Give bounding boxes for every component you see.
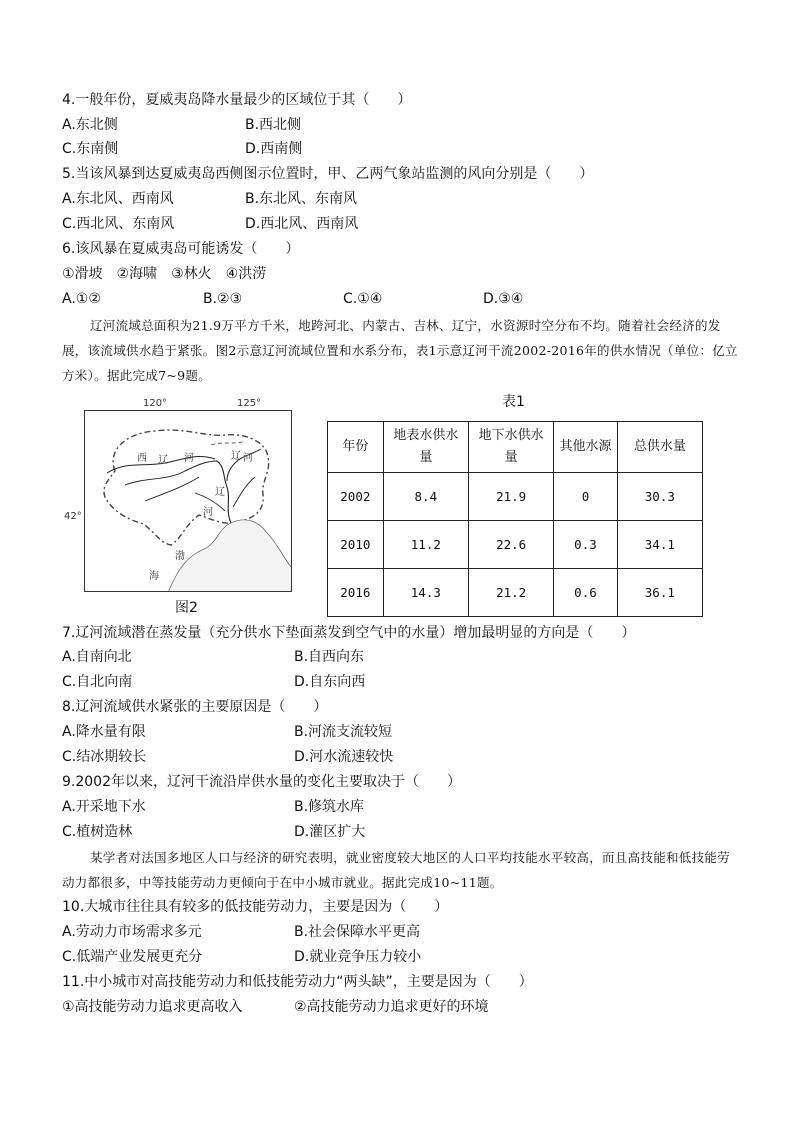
q6-stem: 6.该风暴在夏威夷岛可能诱发（ ） — [62, 241, 300, 257]
q11-stem: 11.中小城市对高技能劳动力和低技能劳动力“两头缺”，主要是因为（ ） — [62, 974, 533, 990]
map-label-liao-1: 辽 — [158, 455, 168, 466]
table-cell: 2002 — [328, 473, 384, 521]
q4-option-c[interactable]: C.东南侧 — [62, 141, 119, 157]
q6-option-b[interactable]: B.②③ — [203, 291, 243, 307]
q5-option-d[interactable]: D.西北风、西南风 — [245, 216, 359, 232]
q6-option-a[interactable]: A.①② — [62, 291, 101, 307]
table-header: 其他水源 — [554, 422, 617, 473]
q7-stem: 7.辽河流域潜在蒸发量（充分供水下垫面蒸发到空气中的水量）增加最明显的方向是（ ） — [62, 625, 636, 641]
q7-option-b[interactable]: B.自西向东 — [294, 649, 365, 665]
map-lon-125: 125° — [237, 398, 262, 409]
table-cell: 21.9 — [468, 473, 553, 521]
table-row — [328, 521, 703, 569]
q9-option-d[interactable]: D.灌区扩大 — [294, 824, 366, 840]
q6-option-c[interactable]: C.①④ — [343, 291, 383, 307]
figure-caption: 图2 — [175, 600, 198, 616]
map-label-bo: 渤 — [175, 551, 185, 562]
table-cell: 0.6 — [554, 569, 617, 617]
table-cell: 0.3 — [554, 521, 617, 569]
q11-choice-2: ②高技能劳动力追求更好的环境 — [294, 999, 489, 1015]
q4-option-a[interactable]: A.东北侧 — [62, 117, 118, 133]
liao-river-map — [84, 410, 292, 592]
q5-option-b[interactable]: B.东北风、东南风 — [245, 191, 358, 207]
table-header-row — [328, 422, 703, 473]
q8-option-c[interactable]: C.结冰期较长 — [62, 749, 147, 765]
q10-option-a[interactable]: A.劳动力市场需求多元 — [62, 924, 202, 940]
q4-stem: 4.一般年份，夏威夷岛降水量最少的区域位于其（ ） — [62, 92, 412, 108]
q10-stem: 10.大城市往往具有较多的低技能劳动力，主要是因为（ ） — [62, 899, 449, 915]
q8-option-b[interactable]: B.河流支流较短 — [294, 724, 393, 740]
table-header: 年份 — [328, 422, 384, 473]
q9-stem: 9.2002年以来，辽河干流沿岸供水量的变化主要取决于（ ） — [62, 774, 461, 790]
q7-option-a[interactable]: A.自南向北 — [62, 649, 132, 665]
liao-river-map-drawing — [85, 411, 291, 591]
q9-option-b[interactable]: B.修筑水库 — [294, 799, 365, 815]
q4-option-d[interactable]: D.西南侧 — [245, 141, 303, 157]
q10-option-d[interactable]: D.就业竞争压力较小 — [294, 949, 422, 965]
q7-option-c[interactable]: C.自北向南 — [62, 674, 133, 690]
table-cell: 30.3 — [617, 473, 702, 521]
table-cell: 22.6 — [468, 521, 553, 569]
table-cell: 21.2 — [468, 569, 553, 617]
map-label-he-2: 河 — [203, 507, 213, 518]
q8-option-d[interactable]: D.河水流速较快 — [294, 749, 394, 765]
map-label-xi: 西 — [137, 453, 147, 464]
table-cell: 36.1 — [617, 569, 702, 617]
map-label-liao-east: 辽 — [231, 451, 241, 462]
q6-choices: ①滑坡 ②海啸 ③林火 ④洪涝 — [62, 266, 267, 282]
table-header: 总供水量 — [617, 422, 702, 473]
q6-option-d[interactable]: D.③④ — [483, 291, 524, 307]
q7-option-d[interactable]: D.自东向西 — [294, 674, 366, 690]
passage-liao-river: 辽河流域总面积为21.9万平方千米，地跨河北、内蒙古、吉林、辽宁，水资源时空分布不均。随着社会经济的发展，该流域供水趋于紧张。图2示意辽河流域位置和水系分布，表1示意辽河干流2002-2016年的供水情况（单位：亿立方米）。据此完成7~9题。 — [62, 318, 738, 383]
table-row — [328, 569, 703, 617]
map-label-hai: 海 — [149, 571, 159, 582]
q5-option-c[interactable]: C.西北风、东南风 — [62, 216, 175, 232]
q5-option-a[interactable]: A.东北风、西南风 — [62, 191, 174, 207]
q10-option-c[interactable]: C.低端产业发展更充分 — [62, 949, 203, 965]
passage-france-labor: 某学者对法国多地区人口与经济的研究表明，就业密度较大地区的人口平均技能水平较高，而且高技能和低技能劳动力都很多，中等技能劳动力更倾向于在中小城市就业。据此完成10~11题。 — [62, 850, 731, 890]
map-lat-42: 42° — [64, 511, 82, 522]
q8-option-a[interactable]: A.降水量有限 — [62, 724, 146, 740]
table-row — [328, 473, 703, 521]
table-cell: 0 — [554, 473, 617, 521]
table-cell: 34.1 — [617, 521, 702, 569]
water-supply-table — [327, 421, 703, 617]
table-caption: 表1 — [502, 394, 525, 410]
q4-option-b[interactable]: B.西北侧 — [245, 117, 302, 133]
map-label-liao-2: 辽 — [215, 487, 225, 498]
q8-stem: 8.辽河流域供水紧张的主要原因是（ ） — [62, 699, 328, 715]
table-cell: 14.3 — [383, 569, 468, 617]
table-header: 地下水供水量 — [468, 422, 553, 473]
q10-option-b[interactable]: B.社会保障水平更高 — [294, 924, 421, 940]
map-label-he-1: 河 — [184, 453, 194, 464]
q9-option-c[interactable]: C.植树造林 — [62, 824, 133, 840]
q9-option-a[interactable]: A.开采地下水 — [62, 799, 146, 815]
table-header: 地表水供水量 — [383, 422, 468, 473]
q11-choice-1: ①高技能劳动力追求更高收入 — [62, 999, 243, 1015]
table-cell: 8.4 — [383, 473, 468, 521]
map-label-he-east: 河 — [243, 453, 253, 464]
table-cell: 11.2 — [383, 521, 468, 569]
table-cell: 2016 — [328, 569, 384, 617]
map-lon-120: 120° — [143, 398, 168, 409]
q5-stem: 5.当该风暴到达夏威夷岛西侧图示位置时，甲、乙两气象站监测的风向分别是（ ） — [62, 166, 594, 182]
table-cell: 2010 — [328, 521, 384, 569]
